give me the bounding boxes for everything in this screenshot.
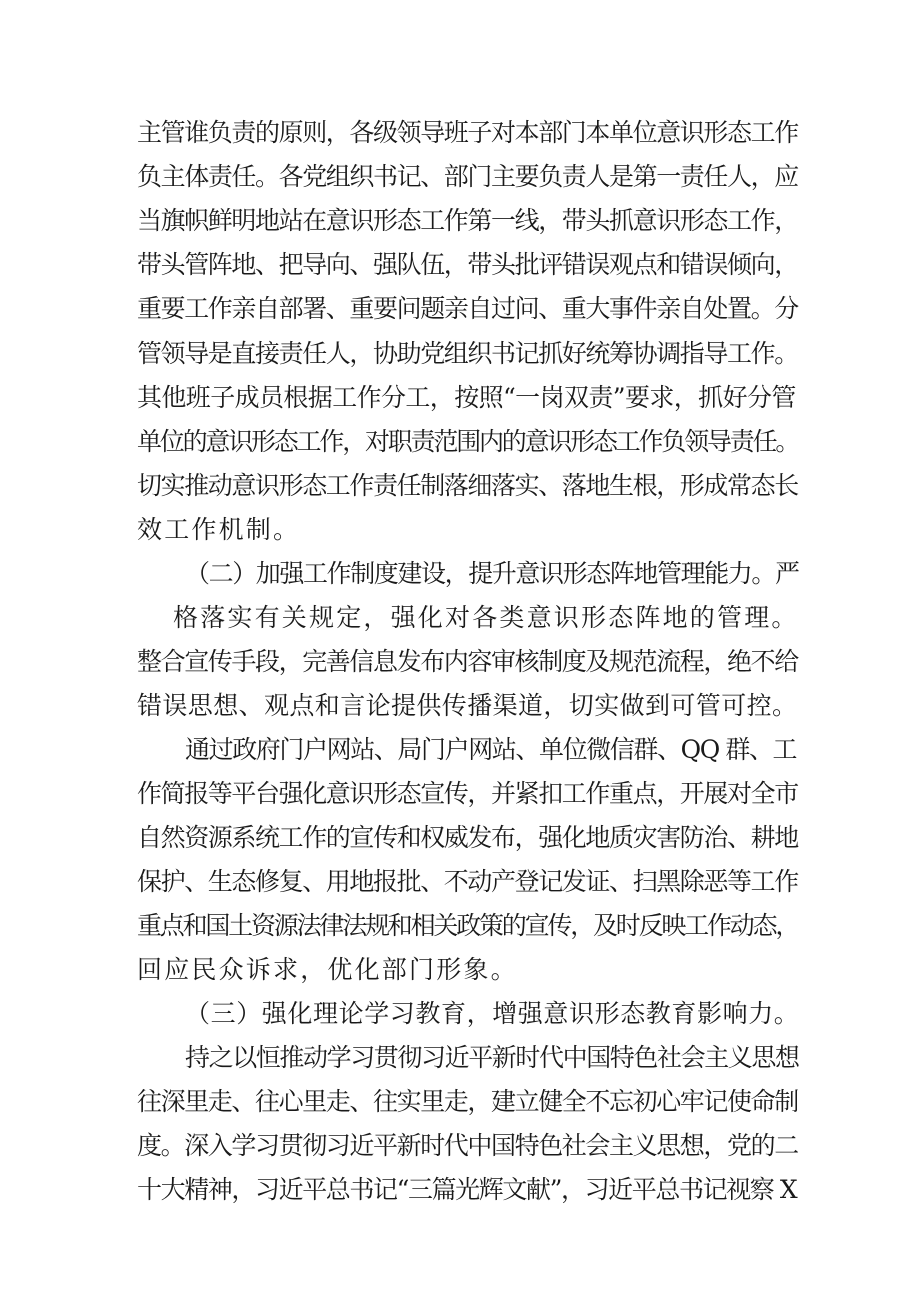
text-line: 主管谁负责的原则，各级领导班子对本部门本单位意识形态工作: [137, 118, 798, 147]
text-line: 重点和国土资源法律法规和相关政策的宣传，及时反映工作动态，: [137, 911, 799, 940]
text-line: 管领导是直接责任人，协助党组织书记抓好统筹协调指导工作。: [137, 339, 798, 368]
text-line: 单位的意识形态工作，对职责范围内的意识形态工作负领导责任。: [137, 427, 799, 456]
text-line: 其他班子成员根据工作分工，按照“一岗双责”要求，抓好分管: [137, 383, 796, 412]
text-line: 效工作机制。: [137, 515, 301, 544]
text-line: 通过政府门户网站、局门户网站、单位微信群、QQ 群、工: [185, 735, 797, 764]
text-line: 格落实有关规定，强化对各类意识形态阵地的管理。: [173, 603, 799, 632]
text-line: 错误思想、观点和言论提供传播渠道，切实做到可管可控。: [137, 691, 798, 720]
text-line: 保护、生态修复、用地报批、不动产登记发证、扫黑除恶等工作: [137, 867, 798, 896]
text-line: 自然资源系统工作的宣传和权威发布，强化地质灾害防治、耕地: [137, 823, 798, 852]
text-line: 负主体责任。各党组织书记、部门主要负责人是第一责任人，应: [137, 162, 798, 191]
section-heading: （三）强化理论学习教育，增强意识形态教育影响力。: [185, 999, 800, 1028]
text-line: 整合宣传手段，完善信息发布内容审核制度及规范流程，绝不给: [137, 647, 798, 676]
text-line: 持之以恒推动学习贯彻习近平新时代中国特色社会主义思想: [185, 1043, 799, 1072]
text-line: 往深里走、往心里走、往实里走，建立健全不忘初心牢记使命制: [137, 1087, 798, 1116]
text-line: 切实推动意识形态工作责任制落细落实、落地生根，形成常态长: [137, 471, 798, 500]
text-line: 当旗帜鲜明地站在意识形态工作第一线，带头抓意识形态工作，: [137, 206, 798, 235]
section-heading: （二）加强工作制度建设，提升意识形态阵地管理能力。严: [185, 559, 799, 588]
text-line: 度。深入学习贯彻习近平新时代中国特色社会主义思想，党的二: [137, 1131, 798, 1160]
text-line: 回应民众诉求，优化部门形象。: [137, 955, 518, 984]
text-line: 带头管阵地、把导向、强队伍，带头批评错误观点和错误倾向，: [137, 250, 798, 279]
text-line: 作简报等平台强化意识形态宣传，并紧扣工作重点，开展对全市: [137, 779, 798, 808]
text-line: 重要工作亲自部署、重要问题亲自过问、重大事件亲自处置。分: [137, 294, 798, 323]
text-line: 十大精神，习近平总书记“三篇光辉文献”，习近平总书记视察 X: [137, 1175, 797, 1204]
